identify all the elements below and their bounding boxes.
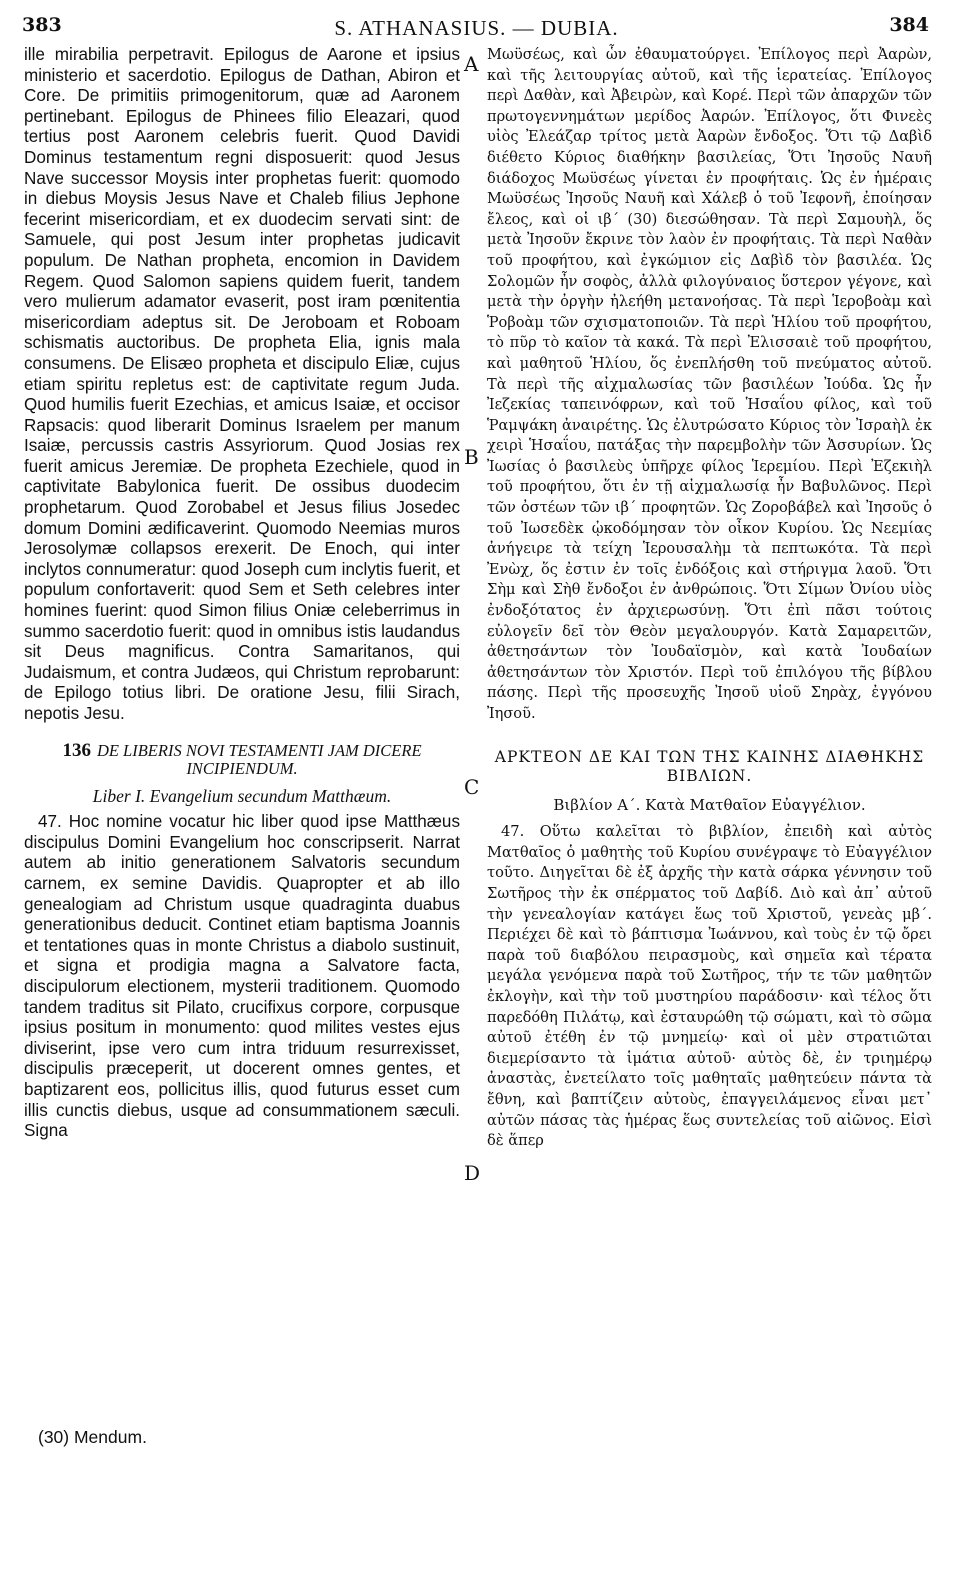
margin-marker-c: C	[464, 775, 480, 799]
greek-section-heading: ΑΡΚΤΕΟΝ ΔΕ ΚΑΙ ΤΩΝ ΤΗΣ ΚΑΙΝΗΣ ΔΙΑΘΗΚΗΣ ΒΙΒΛΙΩΝ.	[494, 747, 925, 785]
page-header	[0, 12, 953, 44]
margin-marker-b: B	[464, 445, 479, 469]
page-number-right: 384	[889, 14, 929, 36]
latin-section-heading	[24, 739, 460, 778]
latin-paragraph-2: 47. Hoc nomine vocatur hic liber quod ipse Matthæus discipulus Domini Evangelium hoc conscripserit. Narrat autem ab initio generationem Salvatoris secundum carnem, ex semine Davidis. Quapropter et ab illo genealogiam ad Christum usque quadraginta duabus generationibus deducit. Continet etiam baptisma Joannis et tentationes quas in monte Christus a diabolo sustinuit, et signa et prodigia magna a Salvatore facta, discipulorum electionem, mysterii traditionem. Quomodo tandem traditus sit Pilato, crucifixus corpore, corpusque ipsius positum in monumento: quod milites vestes ejus diviserint, ipse vero cum intra triduum resurrexisset, discipulis præceperit, ut docerent omnes gentes, et baptizarent eos, pollicitus illis, quod futurus esset cum illis cunctis diebus, usque ad consummationem sæculi. Signa	[24, 812, 460, 1141]
greek-paragraph-1: Μωϋσέως, καὶ ὧν ἐθαυματούργει. Ἐπίλογος περὶ Ἀαρὼν, καὶ τῆς λειτουργίας αὐτοῦ, καὶ τῆς ἱερατείας. Ἐπίλογος περὶ Δαθὰν, καὶ Ἀβειρὼν, καὶ Κορέ. Περὶ τῶν ἀπαρχῶν τῶν πρωτογεννημάτων μερίδος Ἀαρών. Ἐπίλογος, ὅτι Φινεὲς υἱὸς Ἐλεάζαρ τρίτος μετὰ Ἀαρὼν ἔνδοξος. Ὅτι τῷ Δαβὶδ διέθετο Κύριος διαθήκην βασιλείας, Ὅτι Ἰησοῦς Ναυῆ διάδοχος Μωϋσέως γίνεται ἐν προφήταις. Ὡς ἐν ἡμέραις Μωϋσέως Ἰησοῦς Ναυῆ καὶ Χάλεβ ὁ τοῦ Ἰεφονῆ, ἐποίησαν ἔλεος, καὶ οἱ ιβ΄ (30) διεσώθησαν. Τὰ περὶ Σαμουὴλ, ὅς μετὰ Ἰησοῦν ἔκρινε τὸν λαὸν ἐν προφήταις. Τὰ περὶ Ναθὰν τοῦ προφήτου, καὶ ἐγκώμιον εἰς Δαβὶδ τὸν βασιλέα. Ὡς Σολομῶν ἦν σοφὸς, ἀλλὰ φιλογύναιος ὕστερον γέγονε, καὶ μετὰ τὴν ὀργὴν ἠλεήθη μετανοήσας. Τὰ περὶ Ἱεροβοὰμ καὶ Ῥοβοὰμ τῶν σχισματοποιῶν. Τὰ περὶ Ἡλίου τοῦ προφήτου, τὸ πῦρ τὸ καῖον τὰ κακά. Τὰ περὶ Ἐλισσαιὲ τοῦ προφήτου, καὶ μαθητοῦ Ἡλίου, ὅς ἐνεπλήσθη τοῦ πνεύματος αὐτοῦ. Τὰ περὶ τῆς αἰχμαλωσίας τῶν βασιλέων Ἰούδα. Ὡς ἦν Ἰεζεκίας ταπεινόφρων, καὶ τοῦ Ἡσαΐου φίλος, καὶ τοῦ Ῥαμψάκη ἀναιρέτης. Ὡς ἐλυτρώσατο Κύριος τὸν Ἰσραὴλ ἐκ χειρὶ Ἡσαΐου, πατάξας τὴν παρεμβολὴν τῶν Ἀσσυρίων. Ὡς Ἰωσίας ὁ βασιλεὺς ὑπῆρχε φίλος Ἱερεμίου. Περὶ Ἐζεκιὴλ τοῦ προφήτου, ὅτι ἐν τῇ αἰχμαλωσίᾳ ἦν Βαβυλῶνος. Περὶ τῶν ὀστέων τῶν ιβ΄ προφητῶν. Ὡς Ζοροβάβελ καὶ Ἰησοῦς ὁ τοῦ Ἰωσεδὲκ ᾠκοδόμησαν τὸν οἶκον Κυρίου. Ὡς Νεεμίας ἀνήγειρε τὰ τείχη Ἱερουσαλὴμ τὰ πεπτωκότα. Τὰ περὶ Ἐνὼχ, ὅς ἐστιν ἐν τοῖς ἐνδόξοις καὶ στήριγμα λαοῦ. Ὅτι Σὴμ καὶ Σὴθ ἔνδοξοι ἐν ἀνθρώποις. Ὅτι Σίμων Ὀνίου υἱὸς ἐνδοξότατος ἐν ἀρχιερωσύνῃ. Ὅτι ἐπὶ πᾶσι τούτοις εὐλογεῖν δεῖ τὸν Θεὸν μεγαλουργόν. Κατὰ Σαμαρειτῶν, ἀθετησάντων τὸν Ἰουδαϊσμὸν, καὶ κατὰ Ἰουδαίων ἀθετησάντων τὸν Χριστόν. Περὶ τοῦ ἐπιλόγου τῆς βίβλου πάσης. Περὶ τῆς προσευχῆς Ἰησοῦ υἱοῦ Σηρὰχ, ἐγγόνου Ἰησοῦ.	[487, 46, 932, 722]
latin-subheading: Liber I. Evangelium secundum Matthæum.	[92, 785, 392, 806]
greek-subheading: Βιβλίον Α΄. Κατὰ Ματθαῖον Εὐαγγέλιον.	[553, 795, 866, 814]
latin-section-title: DE LIBERIS NOVI TESTAMENTI JAM DICERE INCIPIENDUM.	[96, 740, 422, 778]
latin-paragraph-1: ille mirabilia perpetravit. Epilogus de Aarone et ipsius ministerio et sacerdotio. Epilogus de Dathan, Abiron et Core. De primitiis primogenitorum, quæ ad Aaronem pertinebant. Epilogus de Phinees filio Eleazari, quod tertius post Aaronem celebris fuerit. Quod Davidi Dominus testamentum regni disposuerit: quod Jesus Nave successor Moysis inter prophetas fuerit: quomodo in diebus Moysis Jesus Nave et Chaleb filius Jephone fecerint misericordiam, et ex duodecim servati sint: de Samuele, qui post Jesum inter prophetas judicavit populum. De Nathan propheta, encomion in Davidem Regem. Quod Salomon sapiens quidem fuerit, tandem vero mulierum adamator evaserit, post iram pœnitentia misericordiam adeptus sit. De Jeroboam et Roboam schismatis auctoribus. De propheta Elia, ignis mala consumens. De Elisæo propheta et discipulo Eliæ, cujus etiam spiritu repletus est: de captivitate regum Juda. Quod humilis fuerit Ezechias, et amicus Isaiæ, et occisor Rapsacis: quod liberarit Dominus Israelem per manum Isaiæ, percussis castris Assyriorum. Quod Josias rex fuerit amicus Jeremiæ. De propheta Ezechiele, quod in captivitate Babylonica fuerit. De ossibus duodecim prophetarum. Quod Zorobabel et Jesus filius Josedec domum Domini ædificaverint. Quomodo Neemias muros Jerosolymæ collapsos erexerit. De Enoch, qui inter inclytos connumeratur: quod Joseph cum inclytis fuerit, et populum confortaverit: quod Sem et Seth celebres inter homines fuerint: quod Simon filius Oniæ celeberrimus in summo sacerdotio fuerit: quod in omnibus istis laudandus sit Deus magnificus. Contra Samaritanos, qui Judaismum, et contra Judæos, qui Christum reprobarunt: de Epilogo totius libri. De oratione Jesu, filii Sirach, nepotis Jesu.	[24, 45, 460, 723]
greek-paragraph-2: 47. Οὕτω καλεῖται τὸ βιβλίον, ἐπειδὴ καὶ αὐτὸς Ματθαῖος ὁ μαθητὴς τοῦ Κυρίου συνέγραψε τὸ Εὐαγγέλιον τοῦτο. Διηγεῖται δὲ ἐξ ἀρχῆς τὴν κατὰ σάρκα γέννησιν τοῦ Σωτῆρος τὴν ἐκ σπέρματος τοῦ Δαβίδ. Διὸ καὶ ἀπ᾽ αὐτοῦ τὴν γενεαλογίαν κατάγει ἕως τοῦ Χριστοῦ, γενεὰς μβ΄. Περιέχει δὲ καὶ τὸ βάπτισμα Ἰωάννου, καὶ τοὺς ἐν τῷ ὄρει παρὰ τοῦ διαβόλου πειρασμοὺς, καὶ σημεῖα καὶ τέρατα μεγάλα γενόμενα παρὰ τοῦ Σωτῆρος, τήν τε τῶν μαθητῶν ἐκλογὴν, καὶ τὴν τοῦ μυστηρίου παράδοσιν· καὶ τέλος ὅτι παρεδόθη Πιλάτῳ, καὶ ἐσταυρώθη τῷ σώματι, καὶ τὸ σῶμα αὐτοῦ ἐτέθη ἐν τῷ μνημείῳ· καὶ οἱ μὲν στρατιῶται διεμερίσαντο τὰ ἱμάτια αὐτοῦ· αὐτὸς δὲ, ἐν τριημέρῳ ἀναστὰς, ἐνετείλατο τοῖς μαθηταῖς μαθητεύειν πάντα τὰ ἔθνη, καὶ βαπτίζειν αὐτοὺς, ἐπαγγειλάμενος εἶναι μετ᾽ αὐτῶν πάσας τὰς ἡμέρας ἕως συντελείας τοῦ αἰῶνος. Εἰσὶ δὲ ἅπερ	[487, 823, 932, 1150]
margin-marker-d: D	[464, 1161, 481, 1185]
greek-column	[487, 45, 932, 1152]
running-title: S. ATHANASIUS. — DUBIA.	[334, 16, 619, 40]
margin-marker-a: A	[464, 52, 479, 76]
page-number-left: 383	[22, 14, 62, 36]
latin-column	[24, 45, 460, 1142]
section-number: 136	[62, 739, 91, 761]
footnote: (30) Mendum.	[38, 1427, 147, 1447]
